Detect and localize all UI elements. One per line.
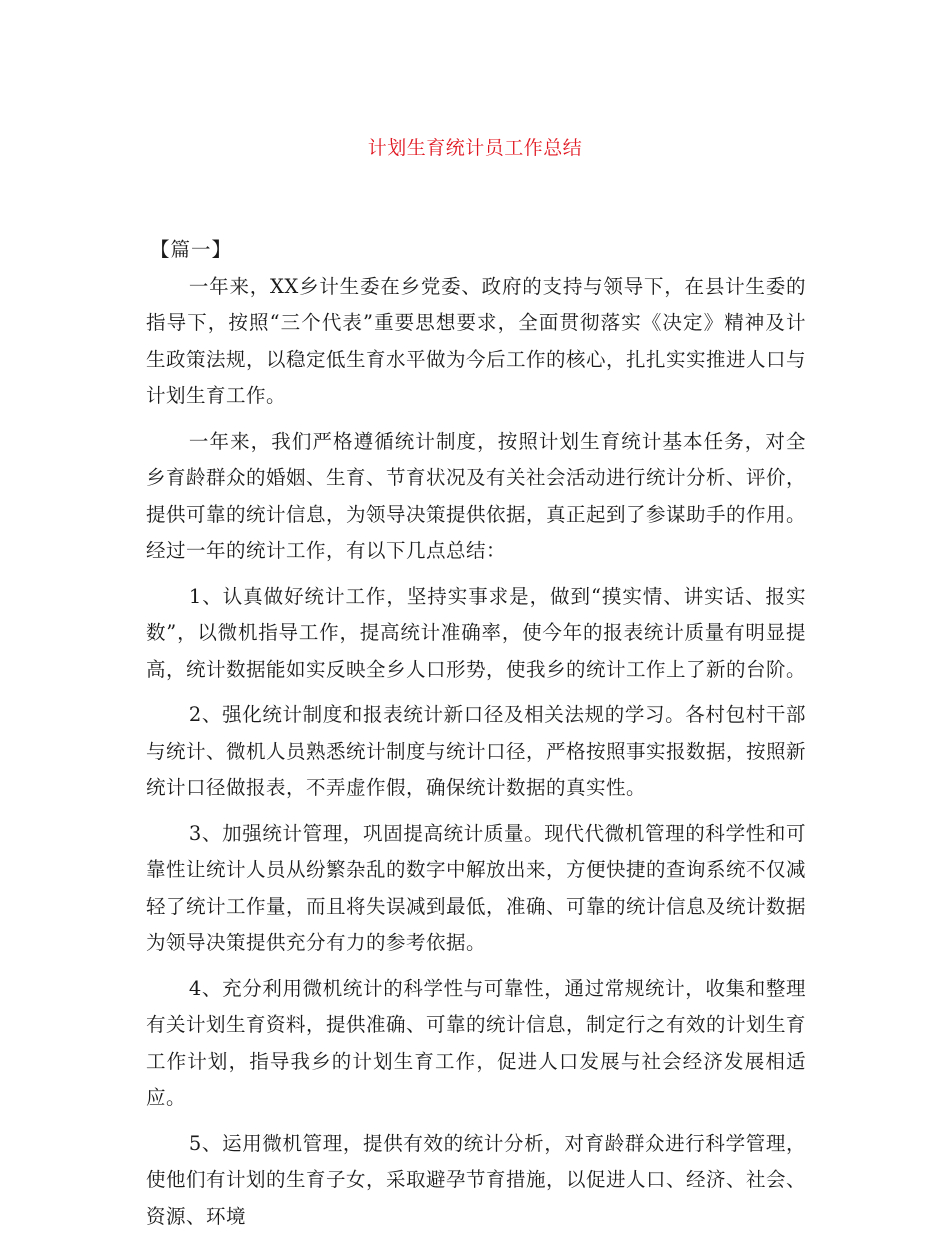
document-body: [146, 232, 806, 1244]
section-heading: 【篇一】: [150, 238, 233, 261]
paragraph-intro: 一年来，XX乡计生委在乡党委、政府的支持与领导下，在县计生委的指导下，按照“三个代表”重要思想要求，全面贯彻落实《决定》精神及计生政策法规，以稳定低生育水平做为今后工作的核心，扎扎实实推进人口与计划生育工作。: [146, 274, 807, 407]
paragraph-summary: 一年来，我们严格遵循统计制度，按照计划生育统计基本任务，对全乡育龄群众的婚姻、生育、节育状况及有关社会活动进行统计分析、评价，提供可靠的统计信息，为领导决策提供依据，真正起到了参谋助手的作用。经过一年的统计工作，有以下几点总结：: [146, 429, 807, 562]
paragraph-point-4: 4、充分利用微机统计的科学性与可靠性，通过常规统计，收集和整理有关计划生育资料，提供准确、可靠的统计信息，制定行之有效的计划生育工作计划，指导我乡的计划生育工作，促进人口发展与社会经济发展相适应。: [146, 976, 807, 1109]
paragraph-point-5: 5、运用微机管理，提供有效的统计分析，对育龄群众进行科学管理，使他们有计划的生育子女，采取避孕节育措施，以促进人口、经济、社会、资源、环境: [146, 1131, 807, 1228]
paragraph-point-2: 2、强化统计制度和报表统计新口径及相关法规的学习。各村包村干部与统计、微机人员熟悉统计制度与统计口径，严格按照事实报数据，按照新统计口径做报表，不弄虚作假，确保统计数据的真实性。: [146, 703, 807, 799]
paragraph-point-3: 3、加强统计管理，巩固提高统计质量。现代代微机管理的科学性和可靠性让统计人员从纷繁杂乱的数字中解放出来，方便快捷的查询系统不仅减轻了统计工作量，而且将失误减到最低，准确、可靠的统计信息及统计数据为领导决策提供充分有力的参考依据。: [146, 821, 807, 954]
document-title: 计划生育统计员工作总结: [367, 137, 583, 159]
paragraph-point-1: 1、认真做好统计工作，坚持实事求是，做到“摸实情、讲实话、报实数”，以微机指导工作，提高统计准确率，使今年的报表统计质量有明显提高，统计数据能如实反映全乡人口形势，使我乡的统计工作上了新的台阶。: [146, 584, 807, 681]
